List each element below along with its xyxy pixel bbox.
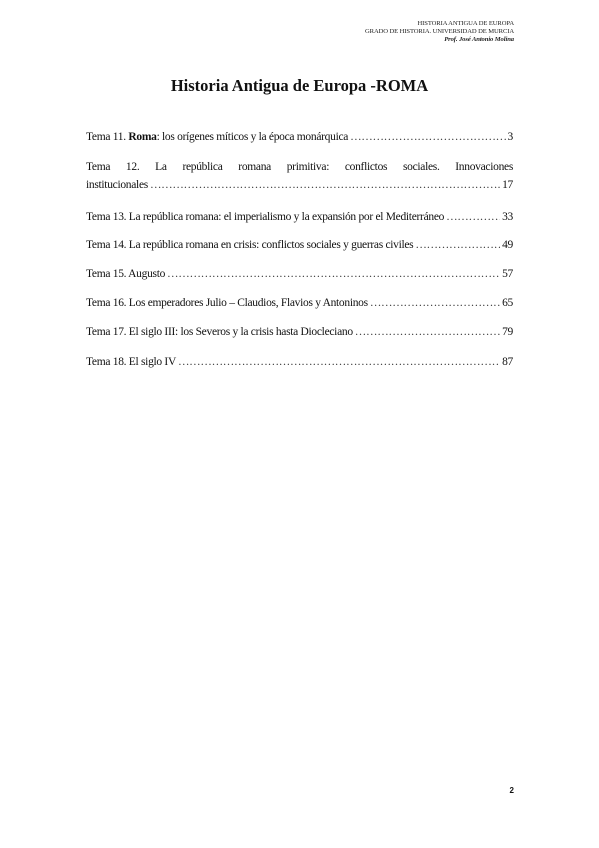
toc-entry-bold: Roma [128,131,157,143]
toc-entry[interactable] [86,265,513,283]
toc-leader [355,323,500,341]
toc-page-number: 87 [502,356,513,368]
toc-entry[interactable] [86,323,513,341]
toc-entry-label: Tema 15. Augusto [86,268,166,280]
toc-leader [415,236,500,254]
toc-page-number: 65 [502,297,513,309]
toc-entry[interactable] [86,208,513,226]
toc-entry[interactable] [86,158,513,194]
toc-entry-label [86,128,348,146]
toc-leader [446,208,500,226]
toc-leader [350,128,505,146]
header-course: HISTORIA ANTIGUA DE EUROPA [417,20,514,27]
toc-page-number: 3 [507,131,513,143]
toc-entry-label: Tema 13. La república romana: el imperialismo y la expansión por el Mediterráneo [86,211,445,223]
toc-entry-label: Tema 18. El siglo IV [86,356,176,368]
toc-leader [150,176,500,194]
toc-leader [167,265,500,283]
toc-entry-label: Tema 16. Los emperadores Julio – Claudios, Flavios y Antoninos [86,297,368,309]
toc-page-number: 17 [502,179,513,191]
header-degree: GRADO DE HISTORIA. UNIVERSIDAD DE MURCIA [365,28,514,35]
running-header [365,20,514,44]
toc-entry-line1: Tema 12. La república romana primitiva: conflictos sociales. Innovaciones [86,161,513,173]
toc-page-number: 33 [502,211,513,223]
toc-entry[interactable] [86,294,513,312]
toc-entry-label: institucionales [86,179,148,191]
toc-leader [178,353,500,371]
toc-entry-label: Tema 14. La república romana en crisis: conflictos sociales y guerras civiles [86,239,414,251]
toc-page-number: 79 [502,326,513,338]
toc-entry-text: : los orígenes míticos y la época monárquica [156,131,349,143]
toc-page-number: 49 [502,239,513,251]
toc-leader [370,294,500,312]
page-number: 2 [509,786,514,795]
header-author: Prof. José Antonio Molina [444,36,514,43]
toc-entry[interactable] [86,128,513,146]
document-title: Historia Antigua de Europa -ROMA [170,76,429,95]
toc-entry[interactable] [86,353,513,371]
toc-entry[interactable] [86,236,513,254]
toc-entry-label: Tema 17. El siglo III: los Severos y la crisis hasta Diocleciano [86,326,353,338]
toc-entry-prefix: Tema 11. [86,131,129,143]
toc-page-number: 57 [502,268,513,280]
